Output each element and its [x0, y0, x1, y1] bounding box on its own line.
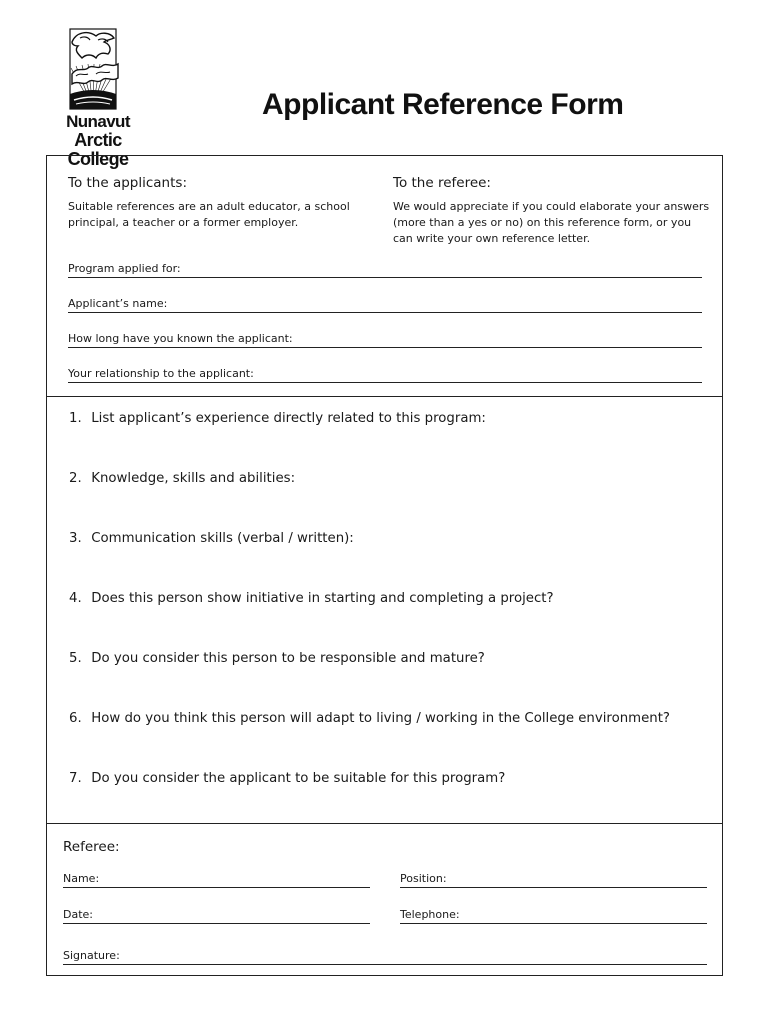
program-label: Program applied for:	[68, 262, 181, 275]
referee-name-label: Name:	[63, 872, 100, 885]
how-long-input-line[interactable]	[68, 347, 702, 348]
applicant-name-label: Applicant’s name:	[68, 297, 168, 310]
question-2	[69, 471, 295, 486]
college-logo	[48, 28, 148, 169]
question-text: List applicant’s experience directly related to this program:	[91, 411, 486, 426]
referee-signature-label: Signature:	[63, 949, 120, 962]
question-text: Do you consider this person to be responsible and mature?	[91, 651, 485, 666]
referee-note-heading: To the referee:	[393, 175, 491, 191]
referee-name-input-line[interactable]	[63, 887, 370, 888]
inukshuk-logo-icon	[66, 28, 122, 114]
question-1	[69, 411, 486, 426]
question-text: Does this person show initiative in starting and completing a project?	[91, 591, 554, 606]
question-number: 5.	[69, 651, 82, 666]
section-divider-top	[47, 396, 722, 397]
question-4	[69, 591, 554, 606]
question-5	[69, 651, 485, 666]
referee-date-input-line[interactable]	[63, 923, 370, 924]
question-number: 4.	[69, 591, 82, 606]
question-6	[69, 711, 670, 726]
relationship-input-line[interactable]	[68, 382, 702, 383]
reference-form	[46, 155, 723, 976]
referee-telephone-label: Telephone:	[400, 908, 460, 921]
referee-heading: Referee:	[63, 839, 120, 855]
referee-position-input-line[interactable]	[400, 887, 707, 888]
question-text: How do you think this person will adapt to living / working in the College environment?	[91, 711, 670, 726]
question-number: 1.	[69, 411, 82, 426]
question-3	[69, 531, 354, 546]
referee-date-label: Date:	[63, 908, 93, 921]
referee-signature-input-line[interactable]	[63, 964, 707, 965]
applicant-name-input-line[interactable]	[68, 312, 702, 313]
applicants-heading: To the applicants:	[68, 175, 187, 191]
logo-text-line1: Nunavut	[66, 112, 130, 131]
question-text: Do you consider the applicant to be suitable for this program?	[91, 771, 506, 786]
referee-telephone-input-line[interactable]	[400, 923, 707, 924]
logo-text-line2: Arctic College	[67, 130, 129, 169]
referee-note-instructions: We would appreciate if you could elaborate your answers (more than a yes or no) on this reference form, or you can write your own reference letter.	[393, 200, 710, 245]
program-input-line[interactable]	[68, 277, 702, 278]
question-number: 3.	[69, 531, 82, 546]
question-text: Communication skills (verbal / written):	[91, 531, 354, 546]
question-number: 6.	[69, 711, 82, 726]
page-title: Applicant Reference Form	[262, 88, 624, 121]
relationship-label: Your relationship to the applicant:	[68, 367, 254, 380]
question-7	[69, 771, 505, 786]
question-number: 2.	[69, 471, 82, 486]
question-text: Knowledge, skills and abilities:	[91, 471, 296, 486]
applicants-instructions: Suitable references are an adult educator, a school principal, a teacher or a former employer.	[68, 200, 350, 229]
question-number: 7.	[69, 771, 82, 786]
section-divider-bottom	[47, 823, 722, 824]
how-long-label: How long have you known the applicant:	[68, 332, 293, 345]
referee-position-label: Position:	[400, 872, 447, 885]
